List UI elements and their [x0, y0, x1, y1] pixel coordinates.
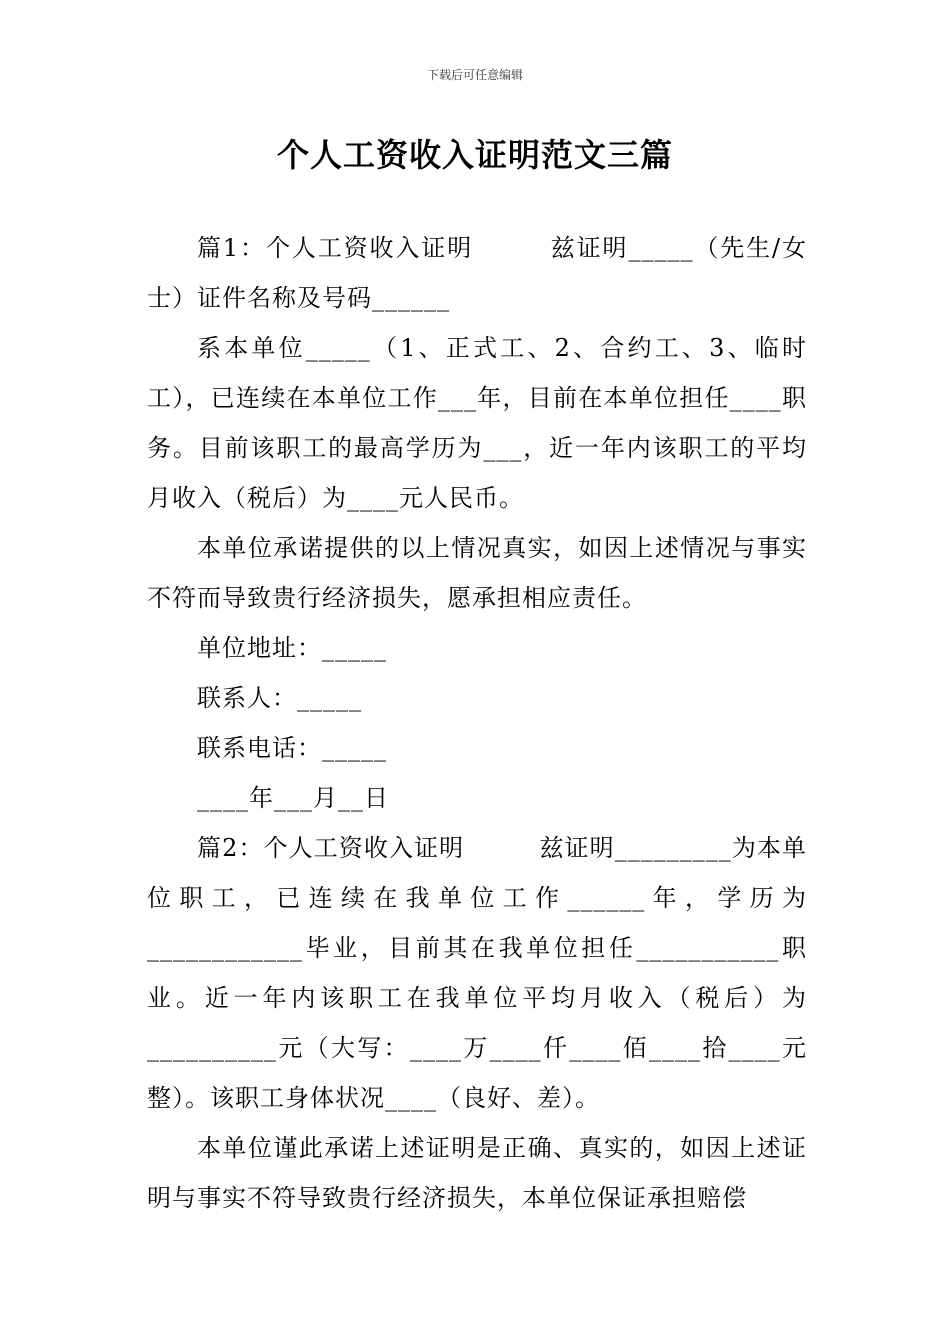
header-note: 下载后可任意编辑 — [426, 68, 523, 82]
field-date: ____年___月__日 — [197, 784, 389, 812]
document-title: 个人工资收入证明范文三篇 — [276, 136, 673, 174]
field-phone: 联系电话：_____ — [197, 734, 387, 762]
paragraph-3: 本单位承诺提供的以上情况真实，如因上述情况与事实不符而导致贵行经济损失，愿承担相应责任。 — [147, 534, 807, 612]
paragraph-5: 本单位谨此承诺上述证明是正确、真实的，如因上述证明与事实不符导致贵行经济损失，本单位保证承担赔偿 — [147, 1134, 807, 1212]
document-body — [147, 223, 807, 1223]
paragraph-1: 篇1：个人工资收入证明 兹证明_____（先生/女士）证件名称及号码______ — [147, 234, 807, 312]
paragraph-2: 系本单位_____（1、正式工、2、合约工、3、临时工），已连续在本单位工作___年，目前在本单位担任____职务。目前该职工的最高学历为___，近一年内该职工的平均月收入（税后）为____元人民币。 — [147, 334, 807, 512]
field-contact: 联系人：_____ — [197, 684, 362, 712]
field-address: 单位地址：_____ — [197, 634, 387, 662]
paragraph-4: 篇2：个人工资收入证明 兹证明_________为本单位职工，已连续在我单位工作______年，学历为____________毕业，目前其在我单位担任___________职业。近一年内该职工在我单位平均月收入（税后）为__________元（大写：____万____仟____佰____拾____元整）。该职工身体状况____（良好、差）。 — [147, 834, 807, 1112]
